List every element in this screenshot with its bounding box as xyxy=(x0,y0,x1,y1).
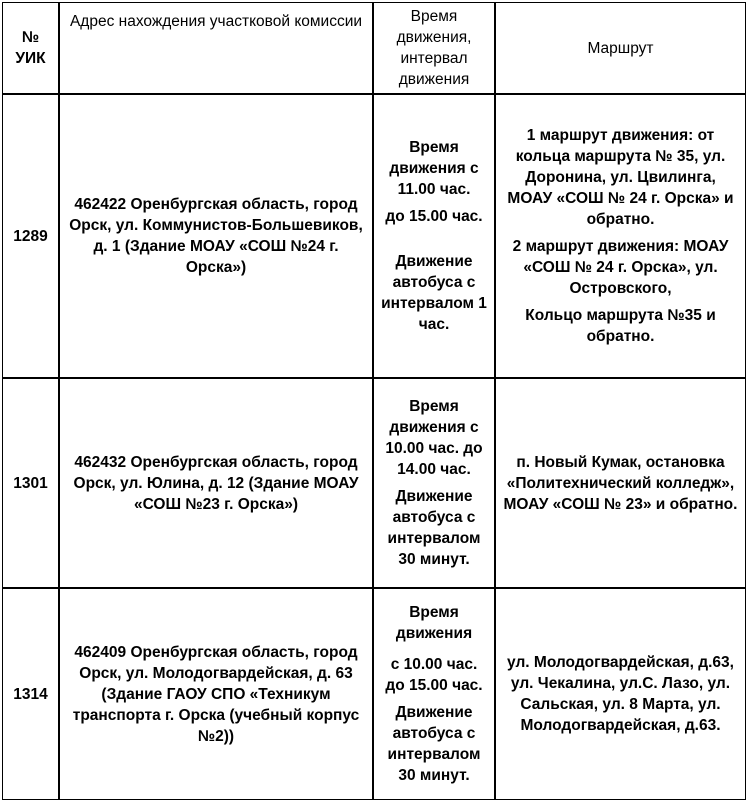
route-text: Кольцо маршрута №35 и обратно. xyxy=(525,307,716,345)
routes-table xyxy=(2,2,746,800)
header-address-label: Адрес нахождения участковой комиссии xyxy=(69,13,363,30)
interval-text: Движение автобуса с интервалом 30 минут. xyxy=(387,488,481,568)
header-time xyxy=(373,2,495,94)
interval-text: Движение автобуса с интервалом 30 минут. xyxy=(387,704,481,784)
time-text: Время движения с 10.00 час. до 14.00 час. xyxy=(385,398,483,478)
route xyxy=(495,588,746,800)
header-route-label: Маршрут xyxy=(587,39,654,57)
uik-number: 1314 xyxy=(2,588,59,800)
route-text: п. Новый Кумак, остановка «Политехнический колледж», МОАУ «СОШ № 23» и обратно. xyxy=(503,453,738,513)
table-row xyxy=(2,378,746,588)
time-text: до 15.00 час. xyxy=(385,208,483,225)
header-uik-line1: № xyxy=(21,29,40,46)
table-row xyxy=(2,588,746,800)
time-text: Время движения xyxy=(395,604,473,642)
header-uik xyxy=(2,2,59,94)
header-address xyxy=(59,2,373,94)
route-text: 2 маршрут движения: МОАУ «СОШ № 24 г. Орска», ул. Островского, xyxy=(512,238,729,297)
commission-address: 462409 Оренбургская область, город Орск, ул. Молодогвардейская, д. 63 (Здание ГАОУ СПО «Техникум транспорта г. Орска (учебный корпус №2)) xyxy=(59,588,373,800)
route xyxy=(495,378,746,588)
time-interval xyxy=(373,94,495,378)
route xyxy=(495,94,746,378)
commission-address: 462432 Оренбургская область, город Орск, ул. Юлина, д. 12 (Здание МОАУ «СОШ №23 г. Орска») xyxy=(59,378,373,588)
header-route xyxy=(495,2,746,94)
uik-number: 1289 xyxy=(2,94,59,378)
time-interval xyxy=(373,378,495,588)
table-header-row xyxy=(2,2,746,94)
header-uik-line2: УИК xyxy=(15,50,46,67)
time-text: с 10.00 час. до 15.00 час. xyxy=(385,656,483,694)
time-text: Время движения с 11.00 час. xyxy=(389,139,479,198)
route-text: 1 маршрут движения: от кольца маршрута № 35, ул. Доронина, ул. Цвилинга, МОАУ «СОШ № 24 г. Орска» и обратно. xyxy=(507,127,734,228)
table-row xyxy=(2,94,746,378)
route-text: ул. Молодогвардейская, д.63, ул. Чекалина, ул.С. Лазо, ул. Сальская, ул. 8 Марта, ул. Молодогвардейская, д.63. xyxy=(507,654,734,734)
interval-text: Движение автобуса с интервалом 1 час. xyxy=(381,253,487,333)
header-time-label: Время движения, интервал движения xyxy=(396,8,472,88)
time-interval xyxy=(373,588,495,800)
commission-address: 462422 Оренбургская область, город Орск, ул. Коммунистов-Большевиков, д. 1 (Здание МОАУ «СОШ №24 г. Орска») xyxy=(59,94,373,378)
uik-number: 1301 xyxy=(2,378,59,588)
